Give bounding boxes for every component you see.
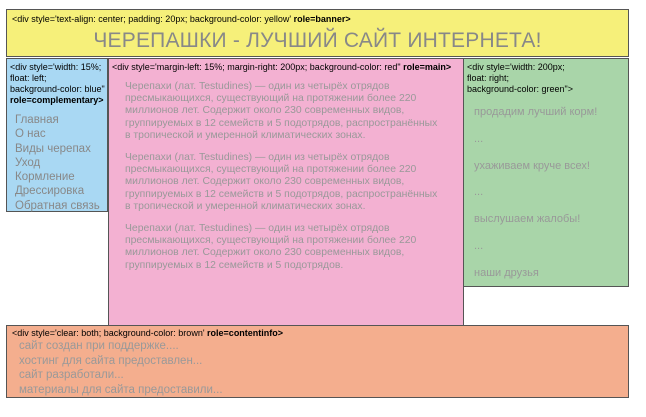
banner-code-role: role=banner> bbox=[293, 14, 351, 24]
footer-list bbox=[19, 339, 223, 397]
sidebar-code-role: role=complementary> bbox=[10, 95, 104, 105]
aside-item-complaints[interactable]: выслушаем жалобы! bbox=[474, 213, 581, 226]
footer-item-hosting: хостинг для сайта предоставлен... bbox=[19, 354, 203, 367]
aside-item-food[interactable]: продадим лучший корм! bbox=[474, 106, 598, 118]
main-code-role: role=main> bbox=[403, 62, 452, 72]
main-paragraph: Черепахи (лат. Testudines) — один из четырёх отрядов пресмыкающихся, существующий на протяжении более 220 миллионов лет. Содержит около 230 современных видов, группируемых в 12 семейств и 5 подотрядов, распространённых в тропической и умеренной климатических зонах. bbox=[125, 81, 438, 141]
aside-code-label: <div style='width: 200px; float: right; background-color: green"> bbox=[467, 62, 574, 94]
site-title: ЧЕРЕПАШКИ - ЛУЧШИЙ САЙТ ИНТЕРНЕТА! bbox=[93, 29, 542, 52]
main-code-plain: <div style='margin-left: 15%; margin-right: 200px; background-color: red" bbox=[112, 62, 404, 72]
nav-item-training[interactable]: Дрессировка bbox=[15, 185, 85, 198]
main-paragraph: Черепахи (лат. Testudines) — один из четырёх отрядов пресмыкающихся, существующий на протяжении более 220 миллионов лет. Содержит около 230 современных видов, группируемых в 12 семейств и 5 подотрядов. bbox=[125, 223, 417, 271]
aside-list bbox=[474, 106, 597, 294]
sidebar-nav bbox=[15, 113, 100, 213]
aside-item-care[interactable]: ухаживаем круче всех! bbox=[474, 159, 590, 172]
right-sidebar bbox=[463, 58, 629, 287]
aside-item-ellipsis: ... bbox=[474, 186, 484, 199]
footer-code-label bbox=[12, 328, 283, 339]
banner-region bbox=[6, 9, 629, 57]
main-code-label bbox=[112, 62, 451, 73]
complementary-sidebar bbox=[6, 58, 108, 212]
nav-item-species[interactable]: Виды черепах bbox=[15, 142, 91, 155]
nav-item-about[interactable]: О нас bbox=[15, 128, 46, 141]
footer-code-role: role=contentinfo> bbox=[207, 328, 284, 338]
nav-item-home[interactable]: Главная bbox=[15, 114, 59, 126]
main-paragraphs bbox=[125, 81, 445, 282]
nav-item-care[interactable]: Уход bbox=[15, 156, 41, 169]
footer-contentinfo bbox=[6, 325, 629, 398]
banner-code-label bbox=[12, 14, 351, 25]
footer-item-materials: материалы для сайта предоставили... bbox=[19, 383, 223, 396]
footer-item-developers: сайт разработали... bbox=[19, 369, 124, 381]
aside-item-friends[interactable]: наши друзья bbox=[474, 266, 539, 279]
sidebar-code-label bbox=[10, 62, 105, 106]
aside-item-ellipsis: ... bbox=[474, 132, 484, 145]
footer-code-plain: <div style='clear: both; background-color: brown' bbox=[12, 328, 208, 338]
banner-code-plain: <div style='text-align: center; padding: 20px; background-color: yellow' bbox=[12, 14, 294, 24]
aside-item-ellipsis: ... bbox=[474, 239, 484, 252]
sidebar-code-plain: <div style='width: 15%; float: left; background-color: blue" bbox=[10, 62, 105, 94]
nav-item-feedback[interactable]: Обратная связь bbox=[15, 199, 100, 212]
main-paragraph: Черепахи (лат. Testudines) — один из четырёх отрядов пресмыкающихся, существующий на протяжении более 220 миллионов лет. Содержит около 230 современных видов, группируемых в 12 семейств и 5 подотрядов, распространённых в тропической и умеренной климатических зонах. bbox=[125, 152, 438, 212]
nav-item-feeding[interactable]: Кормление bbox=[15, 171, 75, 184]
footer-item-support: сайт создан при поддержке.... bbox=[19, 340, 179, 352]
main-content bbox=[108, 58, 464, 326]
